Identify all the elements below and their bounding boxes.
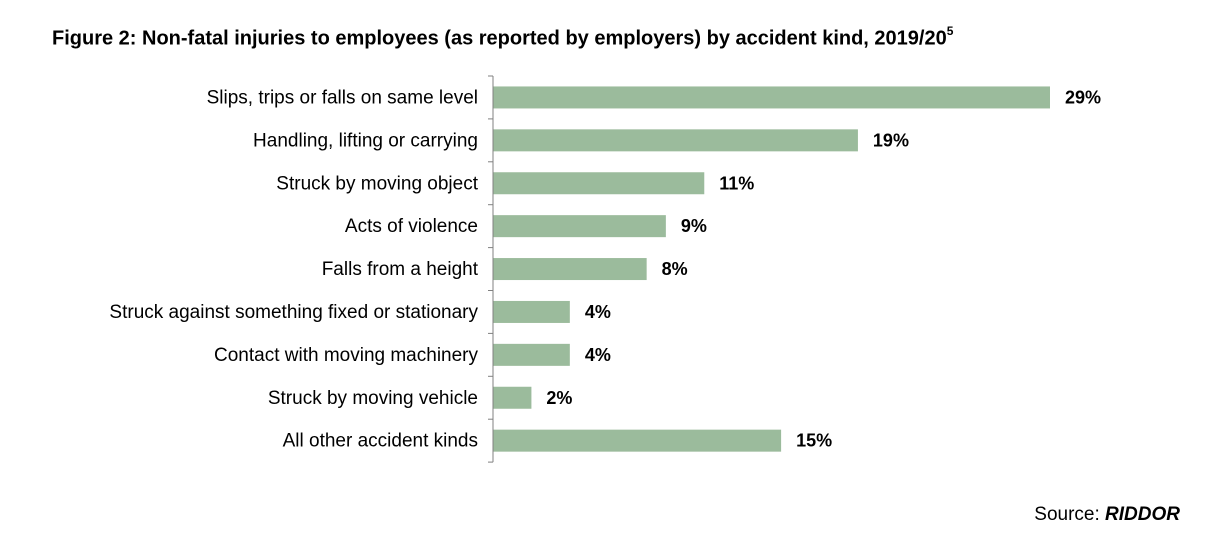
- bar-4: [493, 258, 647, 280]
- category-label-2: Struck by moving object: [276, 173, 478, 195]
- category-label-7: Struck by moving vehicle: [267, 387, 478, 409]
- category-label-3: Acts of violence: [344, 216, 478, 238]
- data-label-5: 4%: [584, 301, 611, 322]
- category-label-6: Contact with moving machinery: [214, 344, 478, 366]
- data-label-6: 4%: [584, 344, 611, 365]
- bar-1: [493, 129, 858, 151]
- bar-6: [493, 344, 570, 366]
- data-label-7: 2%: [546, 387, 573, 408]
- bar-5: [493, 301, 570, 323]
- source-name: RIDDOR: [1105, 504, 1180, 525]
- category-label-8: All other accident kinds: [282, 430, 478, 452]
- bar-7: [493, 387, 531, 409]
- bar-2: [493, 172, 704, 194]
- category-label-5: Struck against something fixed or stationary: [109, 301, 478, 323]
- category-label-1: Handling, lifting or carrying: [253, 130, 478, 152]
- bar-8: [493, 430, 781, 452]
- data-label-4: 8%: [661, 259, 688, 280]
- chart-title-text: Figure 2: Non-fatal injuries to employees (as reported by employers) by accident kind, 2019/20: [52, 27, 947, 50]
- bar-0: [493, 86, 1050, 108]
- data-label-2: 11%: [719, 173, 755, 194]
- data-label-0: 29%: [1065, 87, 1102, 108]
- category-label-4: Falls from a height: [321, 259, 478, 281]
- data-label-3: 9%: [680, 216, 707, 237]
- source-note: [1034, 504, 1180, 526]
- data-label-1: 19%: [872, 130, 909, 151]
- footnote-marker: 5: [946, 24, 954, 38]
- category-label-0: Slips, trips or falls on same level: [206, 87, 478, 109]
- data-label-8: 15%: [796, 430, 833, 451]
- source-label: Source:: [1034, 504, 1106, 525]
- bar-3: [493, 215, 666, 237]
